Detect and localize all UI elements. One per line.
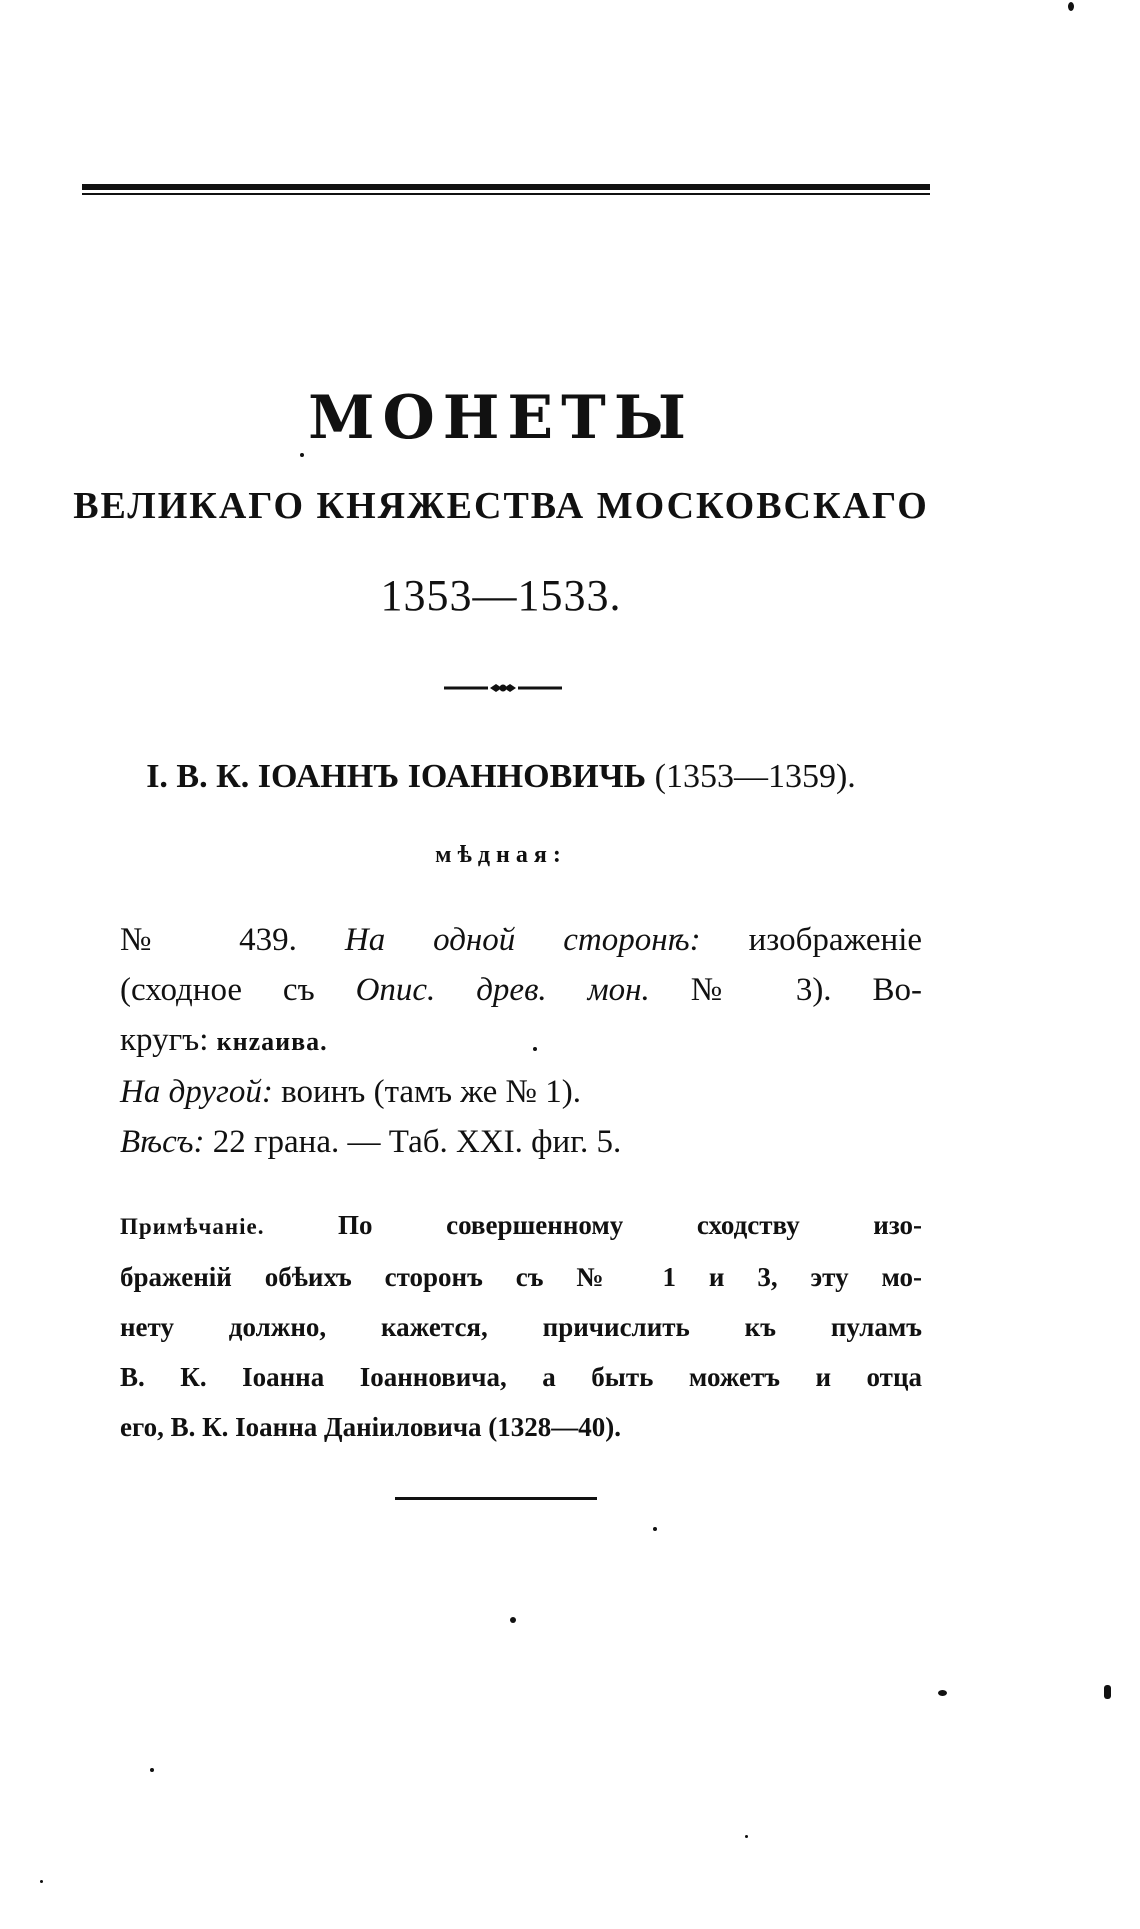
entry-line-5 <box>120 1117 922 1167</box>
note-block <box>120 1200 922 1452</box>
reverse-text: воинъ (тамъ же № 1). <box>281 1074 581 1110</box>
material-heading: мѣдная: <box>435 842 567 868</box>
entry-number: № 439. <box>120 922 297 958</box>
entry-line-2 <box>120 965 922 1015</box>
entry-line-1 <box>120 915 922 965</box>
ink-speck <box>938 1690 947 1696</box>
ink-speck <box>510 1617 516 1623</box>
entry-line-4 <box>120 1067 922 1117</box>
page-subtitle: ВЕЛИКАГО КНЯЖЕСТВА МОСКОВСКАГО <box>73 485 929 527</box>
coin-entry <box>120 915 922 1167</box>
obverse-text-1: изображеніе <box>748 922 923 958</box>
ink-speck <box>150 1768 154 1772</box>
top-double-rule <box>82 184 930 195</box>
obverse-text-4: кругъ: <box>120 1022 209 1058</box>
ink-speck <box>40 1880 43 1883</box>
ink-speck <box>745 1835 748 1838</box>
obverse-label: На одной сторонѣ: <box>344 922 701 958</box>
entry-line-3 <box>120 1015 922 1067</box>
note-line-1 <box>120 1200 922 1252</box>
section-period: (1353—1359). <box>654 758 856 795</box>
coin-legend: кнzаива. <box>216 1027 328 1056</box>
note-label: Примѣчаніе. <box>120 1214 265 1239</box>
bottom-rule <box>395 1497 597 1500</box>
section-ruler: ІОАННЪ ІОАННОВИЧЬ <box>257 758 647 795</box>
ink-speck <box>1104 1685 1111 1699</box>
section-prefix: I. В. К. <box>146 758 250 795</box>
obverse-text-3: № 3). Во- <box>690 972 922 1008</box>
weight-label: Вѣсъ: <box>120 1124 205 1160</box>
note-text-1: По совершенному сходству изо- <box>338 1210 922 1240</box>
ink-speck <box>300 453 304 457</box>
section-heading <box>0 758 1002 796</box>
reverse-label: На другой: <box>120 1074 273 1110</box>
obverse-reference: Опис. древ. мон. <box>355 972 650 1008</box>
ink-speck <box>533 1047 537 1051</box>
ink-speck <box>653 1527 657 1531</box>
ink-speck <box>1068 2 1074 11</box>
note-line-2: браженій обѣихъ сторонъ съ № 1 и 3, эту мо- <box>120 1262 922 1292</box>
note-line-5: его, В. К. Іоанна Даніиловича (1328—40). <box>120 1412 622 1442</box>
ornament-divider <box>444 682 562 694</box>
years-range: 1353—1533. <box>380 571 622 620</box>
weight-text: 22 грана. — Таб. XXI. фиг. 5. <box>212 1124 622 1160</box>
note-line-3: нету должно, кажется, причислить къ пуламъ <box>120 1312 922 1342</box>
note-line-4: В. К. Іоанна Іоанновича, а быть можетъ и отца <box>120 1362 922 1392</box>
obverse-text-2: (сходное съ <box>120 972 315 1008</box>
page-title: МОНЕТЫ <box>308 383 694 453</box>
